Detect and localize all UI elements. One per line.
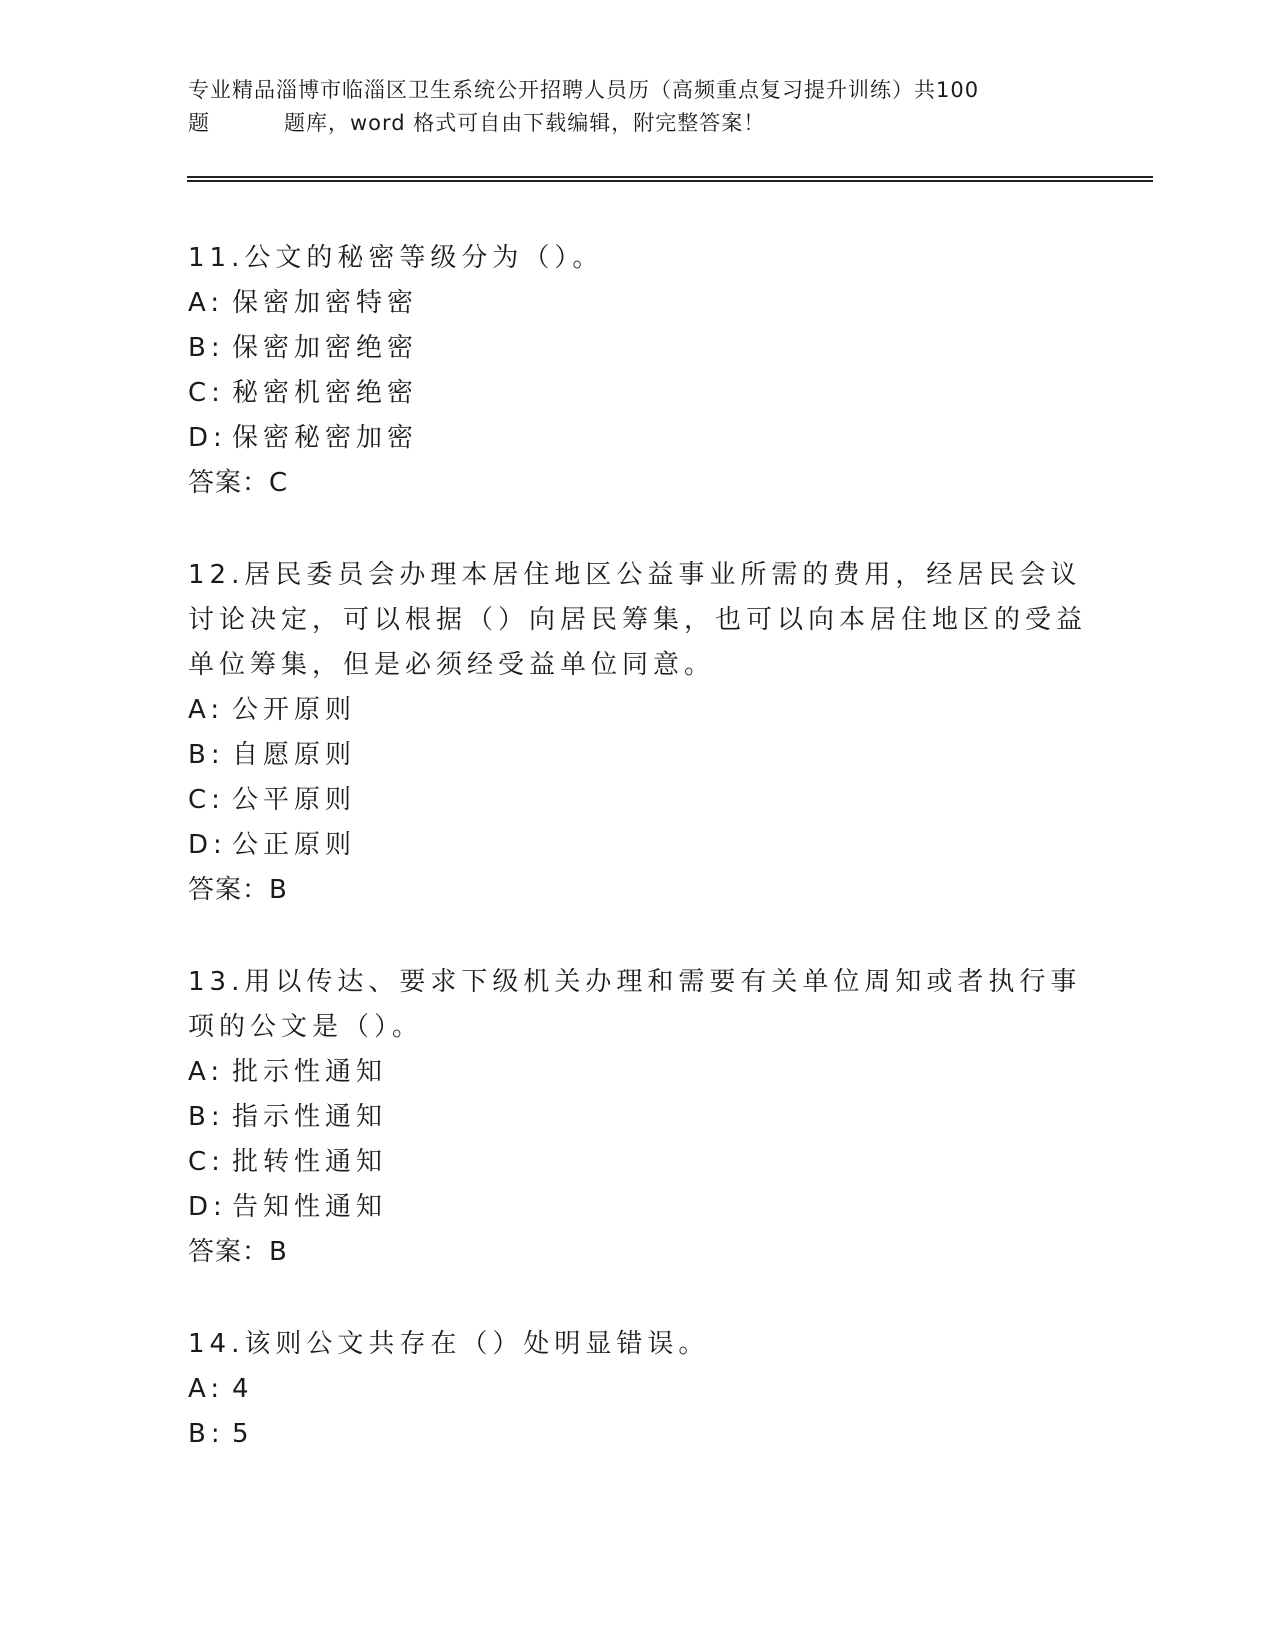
option-value: 批转性通知 bbox=[232, 1147, 388, 1177]
page-header bbox=[188, 74, 1088, 140]
option-value: 保密加密特密 bbox=[232, 288, 419, 318]
option-d[interactable] bbox=[188, 1185, 1088, 1230]
option-d[interactable] bbox=[188, 416, 1088, 461]
option-b[interactable] bbox=[188, 1412, 1088, 1457]
option-c[interactable] bbox=[188, 778, 1088, 823]
question-list bbox=[188, 236, 1088, 1504]
option-b[interactable] bbox=[188, 1095, 1088, 1140]
question-text: 13.用以传达、要求下级机关办理和需要有关单位周知或者执行事项的公文是（）。 bbox=[188, 967, 1082, 1042]
answer-value: C bbox=[269, 468, 289, 498]
option-c[interactable] bbox=[188, 371, 1088, 416]
option-value: 自愿原则 bbox=[232, 740, 357, 770]
option-key: A: bbox=[188, 1374, 225, 1404]
option-value: 公正原则 bbox=[232, 830, 357, 860]
option-key: D: bbox=[188, 830, 227, 860]
question-14 bbox=[188, 1322, 1088, 1457]
question-text: 11.公文的秘密等级分为（）。 bbox=[188, 243, 604, 273]
header-title-line2 bbox=[188, 107, 1088, 140]
option-b[interactable] bbox=[188, 733, 1088, 778]
option-key: A: bbox=[188, 1057, 225, 1087]
answer-label: 答案： bbox=[188, 1237, 270, 1267]
question-11 bbox=[188, 236, 1088, 506]
question-12 bbox=[188, 553, 1088, 913]
option-key: B: bbox=[188, 333, 225, 363]
option-key: C: bbox=[188, 1147, 225, 1177]
header-divider bbox=[187, 176, 1153, 182]
option-a[interactable] bbox=[188, 1050, 1088, 1095]
option-a[interactable] bbox=[188, 1367, 1088, 1412]
option-value: 4 bbox=[232, 1374, 254, 1404]
option-d[interactable] bbox=[188, 823, 1088, 868]
option-key: C: bbox=[188, 378, 225, 408]
answer bbox=[188, 868, 1088, 913]
option-a[interactable] bbox=[188, 688, 1088, 733]
answer-label: 答案： bbox=[188, 875, 270, 905]
option-key: C: bbox=[188, 785, 225, 815]
option-key: B: bbox=[188, 740, 225, 770]
option-value: 告知性通知 bbox=[232, 1192, 388, 1222]
option-a[interactable] bbox=[188, 281, 1088, 326]
option-c[interactable] bbox=[188, 1140, 1088, 1185]
option-key: A: bbox=[188, 288, 225, 318]
question-text: 12.居民委员会办理本居住地区公益事业所需的费用，经居民会议讨论决定，可以根据（）向居民筹集，也可以向本居住地区的受益单位筹集，但是必须经受益单位同意。 bbox=[188, 560, 1088, 680]
option-value: 保密秘密加密 bbox=[232, 423, 419, 453]
option-key: D: bbox=[188, 423, 227, 453]
question-text: 14.该则公文共存在（）处明显错误。 bbox=[188, 1329, 710, 1359]
header-title-line2-left: 题 bbox=[188, 111, 210, 135]
answer-label: 答案： bbox=[188, 468, 270, 498]
header-title-line2-right: 题库，word 格式可自由下载编辑，附完整答案！ bbox=[284, 111, 766, 135]
option-value: 批示性通知 bbox=[232, 1057, 388, 1087]
option-key: B: bbox=[188, 1419, 225, 1449]
option-key: A: bbox=[188, 695, 225, 725]
option-key: B: bbox=[188, 1102, 225, 1132]
answer-value: B bbox=[269, 1237, 288, 1267]
option-value: 指示性通知 bbox=[232, 1102, 388, 1132]
option-value: 秘密机密绝密 bbox=[232, 378, 419, 408]
option-key: D: bbox=[188, 1192, 227, 1222]
option-value: 公平原则 bbox=[232, 785, 357, 815]
answer bbox=[188, 1230, 1088, 1275]
option-b[interactable] bbox=[188, 326, 1088, 371]
option-value: 保密加密绝密 bbox=[232, 333, 419, 363]
answer bbox=[188, 461, 1088, 506]
option-value: 公开原则 bbox=[232, 695, 357, 725]
question-13 bbox=[188, 960, 1088, 1275]
option-value: 5 bbox=[232, 1419, 254, 1449]
header-title-line1: 专业精品淄博市临淄区卫生系统公开招聘人员历（高频重点复习提升训练）共100 bbox=[188, 78, 980, 102]
answer-value: B bbox=[269, 875, 288, 905]
